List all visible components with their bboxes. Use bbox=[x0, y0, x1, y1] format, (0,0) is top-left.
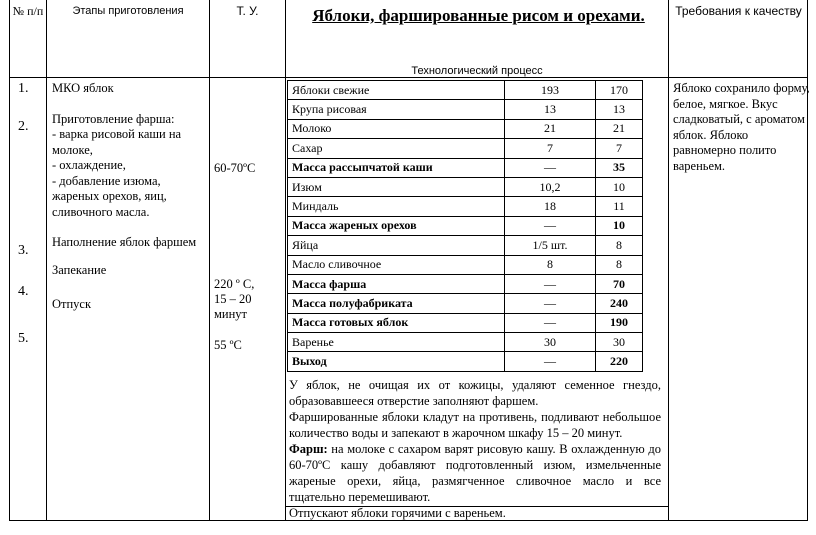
ingredient-name: Масса фарша bbox=[288, 274, 505, 293]
table-row bbox=[288, 333, 643, 352]
ingredient-name: Масса рассыпчатой каши bbox=[288, 158, 505, 177]
stages-column bbox=[52, 81, 207, 313]
ingredient-name: Изюм bbox=[288, 177, 505, 196]
ingredient-net: 8 bbox=[596, 236, 643, 255]
table-row bbox=[288, 197, 643, 216]
ingredient-gross: — bbox=[505, 294, 596, 313]
table-row bbox=[288, 313, 643, 332]
stage-filling-item: - варка рисовой каши на молоке, bbox=[52, 127, 182, 157]
table-row bbox=[288, 294, 643, 313]
table-row bbox=[288, 352, 643, 371]
ingredient-name: Варенье bbox=[288, 333, 505, 352]
table-row bbox=[288, 139, 643, 158]
process-subtitle: Технологический процесс bbox=[411, 65, 543, 77]
tu-baking-unit: минут bbox=[214, 307, 248, 321]
grid-line bbox=[285, 0, 286, 521]
process-description bbox=[289, 377, 661, 521]
ingredient-net: 70 bbox=[596, 274, 643, 293]
grid-line bbox=[46, 0, 47, 521]
ingredient-gross: — bbox=[505, 158, 596, 177]
ingredient-gross: 21 bbox=[505, 119, 596, 138]
ingredient-net: 35 bbox=[596, 158, 643, 177]
grid-line bbox=[807, 0, 808, 521]
desc-paragraph: У яблок, не очищая их от кожицы, удаляют семенное гнездо, образовавшееся отверстие заполняют фаршем. bbox=[289, 378, 661, 408]
ingredient-name: Крупа рисовая bbox=[288, 100, 505, 119]
ingredient-name: Яйца bbox=[288, 236, 505, 255]
ingredient-name: Масса полуфабриката bbox=[288, 294, 505, 313]
stage-mko: МКО яблок bbox=[52, 81, 114, 95]
ingredient-net: 170 bbox=[596, 81, 643, 100]
row-number: 3. bbox=[18, 243, 29, 258]
row-number: 4. bbox=[18, 284, 29, 299]
ingredient-name: Выход bbox=[288, 352, 505, 371]
ingredient-net: 21 bbox=[596, 119, 643, 138]
desc-paragraph bbox=[289, 441, 661, 505]
desc-paragraph: Отпускают яблоки горячими с вареньем. bbox=[289, 506, 506, 520]
ingredient-net: 10 bbox=[596, 216, 643, 235]
ingredient-gross: 193 bbox=[505, 81, 596, 100]
grid-line bbox=[9, 0, 10, 521]
ingredient-gross: 7 bbox=[505, 139, 596, 158]
ingredient-net: 8 bbox=[596, 255, 643, 274]
header-col-quality: Требования к качеству bbox=[675, 4, 802, 18]
ingredients-table bbox=[287, 80, 643, 372]
row-number: 2. bbox=[18, 119, 29, 134]
ingredient-net: 11 bbox=[596, 197, 643, 216]
header-col-num: № п/п bbox=[12, 4, 44, 18]
ingredient-gross: 8 bbox=[505, 255, 596, 274]
desc-label: Фарш: bbox=[289, 442, 328, 456]
table-row bbox=[288, 158, 643, 177]
ingredient-net: 30 bbox=[596, 333, 643, 352]
ingredient-name: Масло сливочное bbox=[288, 255, 505, 274]
table-row bbox=[288, 255, 643, 274]
ingredient-gross: 13 bbox=[505, 100, 596, 119]
ingredient-name: Молоко bbox=[288, 119, 505, 138]
ingredient-net: 220 bbox=[596, 352, 643, 371]
ingredient-net: 240 bbox=[596, 294, 643, 313]
stage-serving: Отпуск bbox=[52, 297, 92, 311]
grid-line bbox=[668, 0, 669, 521]
ingredient-gross: 18 bbox=[505, 197, 596, 216]
tu-serve-temp: 55 ºС bbox=[214, 338, 242, 352]
ingredient-gross: — bbox=[505, 352, 596, 371]
table-row bbox=[288, 216, 643, 235]
ingredient-gross: 1/5 шт. bbox=[505, 236, 596, 255]
ingredient-name: Сахар bbox=[288, 139, 505, 158]
table-row bbox=[288, 119, 643, 138]
ingredient-name: Масса жареных орехов bbox=[288, 216, 505, 235]
ingredient-gross: 10,2 bbox=[505, 177, 596, 196]
row-number: 5. bbox=[18, 331, 29, 346]
stage-baking: Запекание bbox=[52, 262, 107, 277]
grid-line bbox=[209, 0, 210, 521]
ingredient-net: 13 bbox=[596, 100, 643, 119]
ingredient-net: 10 bbox=[596, 177, 643, 196]
stage-stuffing: Наполнение яблок фаршем bbox=[52, 235, 197, 249]
ingredient-gross: — bbox=[505, 274, 596, 293]
stage-filling-title: Приготовление фарша: bbox=[52, 111, 175, 126]
table-row bbox=[288, 274, 643, 293]
table-row bbox=[288, 81, 643, 100]
table-row bbox=[288, 236, 643, 255]
stage-filling-item: - добавление изюма, жареных орехов, яиц, сливочного масла. bbox=[52, 173, 167, 219]
page-title: Яблоки, фаршированные рисом и орехами. bbox=[312, 6, 645, 25]
ingredient-gross: — bbox=[505, 313, 596, 332]
ingredient-name: Масса готовых яблок bbox=[288, 313, 505, 332]
desc-paragraph: Фаршированные яблоки кладут на противень, подливают небольшое количество воды и запекают в жарочном шкафу 15 – 20 минут. bbox=[289, 410, 661, 440]
quality-requirements: Яблоко сохранило форму, белое, мягкое. Вкус сладковатый, с ароматом яблок. Яблоко равномерно полито вареньем. bbox=[673, 81, 810, 173]
ingredient-gross: 30 bbox=[505, 333, 596, 352]
header-col-stages: Этапы приготовления bbox=[72, 5, 184, 17]
header-col-tu: Т. У. bbox=[236, 4, 259, 18]
ingredient-name: Миндаль bbox=[288, 197, 505, 216]
ingredient-name: Яблоки свежие bbox=[288, 81, 505, 100]
tu-baking-temp: 220 º С, bbox=[214, 277, 255, 291]
stage-filling-item: - охлаждение, bbox=[52, 158, 126, 172]
ingredient-gross: — bbox=[505, 216, 596, 235]
tu-baking-time: 15 – 20 bbox=[214, 292, 252, 306]
table-row bbox=[288, 177, 643, 196]
table-row bbox=[288, 100, 643, 119]
desc-text: на молоке с сахаром варят рисовую кашу. В охлажденную до 60-70ºС кашу добавляют подготовленный изюм, измельченные жареные орехи, яйца, размягченное сливочное масло и все тщательно перемешивают. bbox=[289, 442, 661, 504]
ingredient-net: 190 bbox=[596, 313, 643, 332]
ingredient-net: 7 bbox=[596, 139, 643, 158]
tu-temp-1: 60-70ºС bbox=[214, 161, 256, 175]
row-number: 1. bbox=[18, 81, 29, 96]
